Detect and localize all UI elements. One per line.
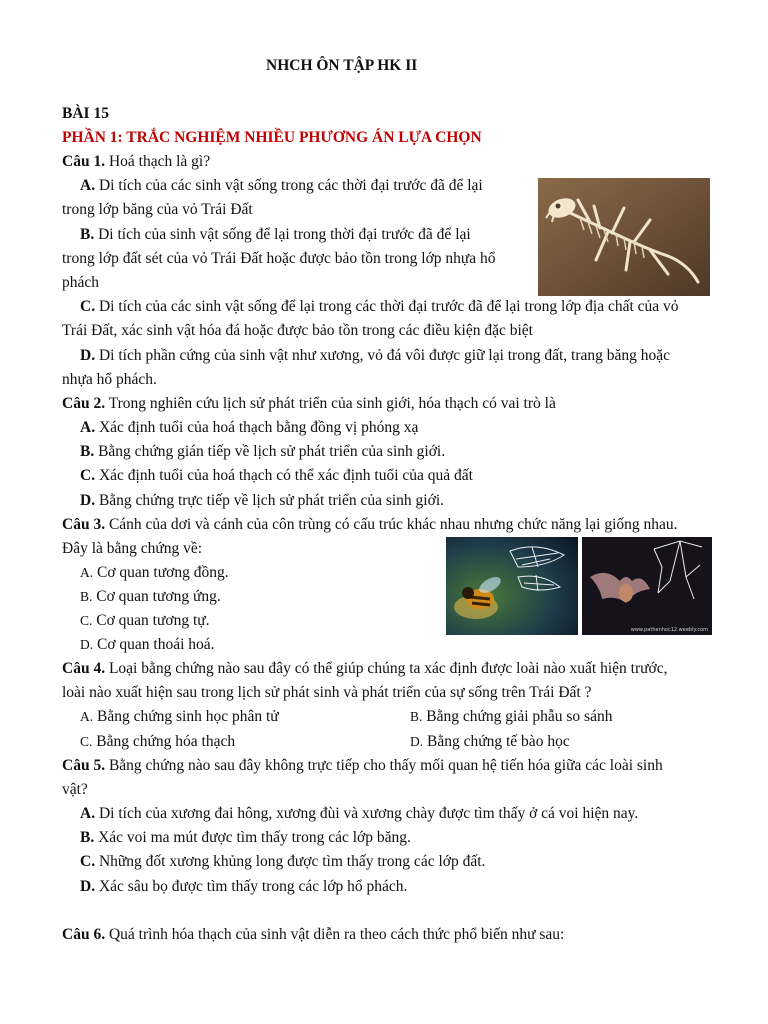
question-3-text-cont: Đây là bằng chứng về: (62, 540, 203, 557)
option-text: Di tích của xương đai hông, xương đùi và xương chày được tìm thấy ở cá voi hiện nay. (98, 805, 639, 822)
fossil-skeleton-drawing (538, 178, 710, 296)
question-3-option-c (80, 611, 210, 631)
bat-wing-image (582, 537, 712, 635)
option-label: B. (410, 709, 423, 724)
question-6 (62, 925, 564, 945)
question-2-option-c (80, 466, 473, 486)
option-text: Di tích của các sinh vật sống để lại trong các thời đại trước đã để lại trong lớp địa chất của vỏ (98, 298, 679, 315)
option-text: Bằng chứng hóa thạch (96, 733, 236, 750)
question-3-option-b (80, 587, 221, 607)
option-text: Xác sâu bọ được tìm thấy trong các lớp hổ phách. (98, 878, 408, 895)
question-2 (62, 394, 556, 414)
question-1-option-a (80, 176, 526, 196)
question-5-label: Câu 5. (62, 757, 106, 774)
question-3-label: Câu 3. (62, 516, 106, 533)
option-label: D. (410, 734, 424, 749)
question-1 (62, 152, 210, 172)
question-2-text: Trong nghiên cứu lịch sử phát triển của sinh giới, hóa thạch có vai trò là (108, 395, 556, 412)
question-4-text-cont: loài nào xuất hiện sau trong lịch sử phát sinh và phát triển của sự sống trên Trái Đất ? (62, 684, 592, 701)
document-title: NHCH ÔN TẬP HK II (266, 57, 418, 74)
option-label: A. (80, 177, 96, 194)
option-text: Bằng chứng tế bào học (427, 733, 570, 750)
question-1-label: Câu 1. (62, 153, 106, 170)
option-text: Bằng chứng trực tiếp về lịch sử phát triển của sinh giới. (98, 492, 444, 509)
option-label: D. (80, 878, 96, 895)
option-label: D. (80, 492, 96, 509)
option-label: B. (80, 226, 95, 243)
option-text: Bằng chứng gián tiếp về lịch sử phát triển của sinh giới. (98, 443, 446, 460)
question-2-option-a (80, 418, 418, 438)
option-label: C. (80, 298, 96, 315)
question-1-text: Hoá thạch là gì? (108, 153, 211, 170)
question-5-option-b (80, 828, 411, 848)
question-2-label: Câu 2. (62, 395, 106, 412)
question-1-option-b-cont2: phách (62, 274, 100, 291)
option-label: D. (80, 637, 94, 652)
question-5-option-c (80, 852, 485, 872)
option-text: Di tích của sinh vật sống để lại trong thời đại trước đã để lại (98, 226, 471, 243)
question-4 (62, 659, 667, 679)
question-4-option-d (410, 732, 570, 752)
option-label: A. (80, 805, 96, 822)
option-text: Cơ quan tương đồng. (97, 564, 229, 581)
option-label: C. (80, 853, 96, 870)
option-text: Những đốt xương khủng long được tìm thấy trong các lớp đất. (98, 853, 486, 870)
question-1-option-b-cont: trong lớp đất sét của vỏ Trái Đất hoặc được bảo tồn trong lớp nhựa hổ (62, 250, 496, 267)
question-6-text: Quá trình hóa thạch của sinh vật diễn ra theo cách thức phổ biến như sau: (108, 926, 565, 943)
fossil-skeleton-image (538, 178, 710, 296)
question-4-option-c (80, 732, 235, 752)
question-5 (62, 756, 663, 776)
question-3-text: Cánh của dơi và cánh của côn trùng có cấu trúc khác nhau nhưng chức năng lại giống nhau. (108, 516, 678, 533)
option-text: Xác định tuổi của hoá thạch bằng đồng vị phóng xạ (98, 419, 419, 436)
option-label: B. (80, 443, 95, 460)
question-5-text: Bằng chứng nào sau đây không trực tiếp cho thấy mối quan hệ tiến hóa giữa các loài sinh (108, 757, 663, 774)
option-label: A. (80, 419, 96, 436)
option-text: Bằng chứng giải phẫu so sánh (426, 708, 613, 725)
question-2-option-d (80, 491, 444, 511)
bat-wing-drawing (582, 537, 712, 635)
option-label: B. (80, 829, 95, 846)
option-text: Xác voi ma mút được tìm thấy trong các lớp băng. (98, 829, 411, 846)
question-3-option-d (80, 635, 215, 655)
question-1-option-b (80, 225, 471, 245)
option-label: C. (80, 613, 93, 628)
question-5-text-cont: vật? (62, 781, 88, 798)
option-text: Cơ quan thoái hoá. (97, 636, 215, 653)
lesson-heading: BÀI 15 (62, 105, 109, 122)
option-label: B. (80, 589, 93, 604)
option-text: Xác định tuổi của hoá thạch có thể xác định tuổi của quả đất (98, 467, 473, 484)
question-1-option-d-cont: nhựa hổ phách. (62, 371, 157, 388)
question-1-option-c (80, 297, 679, 317)
option-text: Di tích của các sinh vật sống trong các thời đại trước đã để lại (98, 177, 483, 194)
question-1-option-a-cont: trong lớp băng của vỏ Trái Đất (62, 201, 253, 218)
question-6-label: Câu 6. (62, 926, 106, 943)
option-label: A. (80, 709, 94, 724)
section-heading: PHẦN 1: TRẮC NGHIỆM NHIỀU PHƯƠNG ÁN LỰA CHỌN (62, 129, 482, 146)
question-3 (62, 515, 678, 535)
question-4-option-b (410, 707, 612, 727)
question-5-option-a (80, 804, 638, 824)
option-label: C. (80, 734, 93, 749)
option-label: C. (80, 467, 96, 484)
question-4-option-a (80, 707, 279, 727)
option-label: A. (80, 565, 94, 580)
option-text: Di tích phần cứng của sinh vật như xương, vỏ đá vôi được giữ lại trong đất, trang băng hoặc (98, 347, 671, 364)
question-1-option-d (80, 346, 670, 366)
question-5-option-d (80, 877, 407, 897)
option-text: Cơ quan tương ứng. (96, 588, 221, 605)
option-text: Cơ quan tương tự. (96, 612, 210, 629)
watermark-text: www.pathenhoc12.weebly.com (630, 627, 708, 633)
bee-wing-image (446, 537, 578, 635)
question-2-option-b (80, 442, 445, 462)
question-1-option-c-cont: Trái Đất, xác sinh vật hóa đá hoặc được bảo tồn trong các điều kiện đặc biệt (62, 322, 533, 339)
question-4-text: Loại bằng chứng nào sau đây có thể giúp chúng ta xác định được loài nào xuất hiện trước, (108, 660, 668, 677)
question-4-label: Câu 4. (62, 660, 106, 677)
option-text: Bằng chứng sinh học phân tử (97, 708, 279, 725)
question-3-option-a (80, 563, 229, 583)
option-label: D. (80, 347, 96, 364)
bee-wing-drawing (446, 537, 578, 635)
